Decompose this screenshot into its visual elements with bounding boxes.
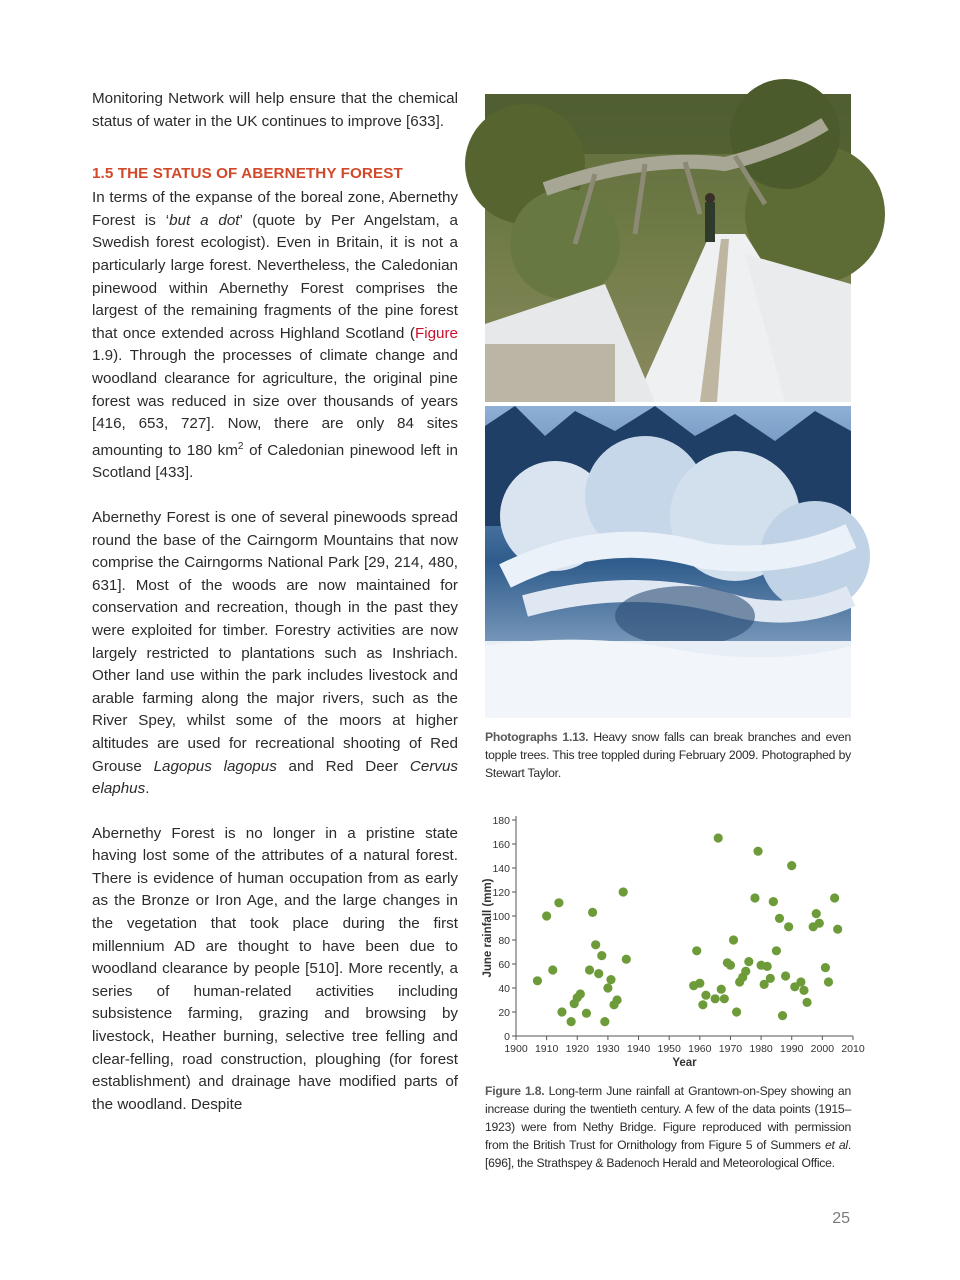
data-point [812,909,821,918]
data-point [732,1007,741,1016]
data-point [698,1000,707,1009]
text-run: 1.9). Through the processes of climate change and woodland clearance for agriculture, the original pine forest was reduced in size over thousands of years [416, 653, 727]. Now, there are only 84 sites amounting to 180 km [92,347,458,459]
data-point [799,986,808,995]
data-point [567,1017,576,1026]
x-axis-label: Year [672,1057,697,1069]
paragraph-text: Abernethy Forest is no longer in a pristine state having lost some of the attributes of a natural forest. There is evidence of human occupation from as early as the Bronze or Iron Age, and the large changes in the vegetation that took place during the first millennium AD are thought to have been due to woodland clearance by people [510]. More recently, a series of human-related activities including subsistence farming, grazing and browsing by livestock, Heather burning, selective tree felling and clear-felling, road construction, ploughing (for forest establishment) and drainage have modified parts of the woodland. Despite [92,824,458,1113]
page-number: 25 [832,1210,850,1227]
paragraph-monitoring [92,88,458,133]
text-run: Abernethy Forest is one of several pinewoods spread round the base of the Cairngorm Mountains that now comprise the Cairngorms National Park [29, 214, 480, 631]. Most of the woods are now maintained for conservation and recreation, though in the past they were exploited for timber. Forestry activities are now largely restricted to plantations such as Inshriach. Other land use within the park includes livestock and arable farming along the major rivers, such as the River Spey, whilst some of the moors at higher altitudes are used for recreational shooting of Red Grouse [92,508,458,775]
paragraph-pristine [92,823,458,1117]
data-point [824,977,833,986]
y-axis-label: June rainfall (mm) [482,878,494,978]
x-tick-label: 1920 [565,1043,589,1055]
text-run: of Caledonian pinewood left in Scotland [433]. [92,441,458,482]
data-point [542,911,551,920]
data-point [619,887,628,896]
y-tick-label: 160 [492,839,510,851]
y-tick-label: 40 [498,983,510,995]
data-point [775,914,784,923]
data-point [766,974,775,983]
paragraph-text: Monitoring Network will help ensure that the chemical status of water in the UK continues to improve [633]. [92,90,458,130]
photo-fallen-tree-road [485,94,851,402]
x-tick-label: 1980 [749,1043,773,1055]
data-point [594,969,603,978]
data-point [701,991,710,1000]
caption-text: . [696], the Strathspey & Badenoch Herald and Meteorological Office. [485,1138,851,1170]
caption-text: Heavy snow falls can break branches and even topple trees. This tree toppled during February 2009. Photographed by Stewart Taylor. [485,730,851,780]
data-point [750,893,759,902]
data-point [557,1007,566,1016]
data-point [597,951,606,960]
data-point [769,897,778,906]
quote-italic: but a dot [169,211,240,229]
x-tick-label: 1940 [626,1043,651,1055]
data-point [802,998,811,1007]
data-point [781,971,790,980]
text-run: . [145,780,150,798]
species-name: Lagopus lagopus [153,757,277,775]
data-point [591,940,600,949]
data-point [729,935,738,944]
data-point [778,1011,787,1020]
figure-caption [485,1082,851,1172]
x-tick-label: 1960 [688,1043,712,1055]
data-point [744,957,753,966]
data-point [695,979,704,988]
y-tick-label: 0 [504,1031,510,1043]
text-run: and Red Deer [276,757,410,775]
caption-text: Long-term June rainfall at Grantown-on-Spey showing an increase during the twentieth century. A few of the data points (1915–1923) were from Nethy Bridge. Figure reproduced with permission from the British Trust for Ornithology from Figure 5 of Summers [485,1084,851,1152]
data-point [796,977,805,986]
x-tick-label: 1900 [504,1043,528,1055]
species-name: Cervus elaphus [92,757,459,798]
data-point [784,922,793,931]
caption-italic: et al [824,1138,848,1152]
data-point [600,1017,609,1026]
x-tick-label: 1910 [534,1043,559,1055]
superscript: 2 [237,440,244,452]
y-tick-label: 80 [498,935,510,947]
section-heading: 1.5 THE STATUS OF ABERNETHY FOREST [92,165,403,183]
photo-caption [485,728,851,782]
data-point [606,975,615,984]
figure-link[interactable]: Figure [414,324,458,342]
data-point [787,861,796,870]
x-tick-label: 1990 [780,1043,804,1055]
data-point [585,965,594,974]
y-tick-label: 120 [492,887,510,899]
data-point [613,995,622,1004]
x-tick-label: 1950 [657,1043,681,1055]
x-tick-label: 2010 [841,1043,865,1055]
data-point [833,925,842,934]
data-point [741,967,750,976]
data-point [622,955,631,964]
data-point [582,1009,591,1018]
y-tick-label: 20 [498,1007,510,1019]
rainfall-scatter-chart [477,808,865,1078]
x-tick-label: 1970 [718,1043,743,1055]
caption-label: Photographs 1.13. [485,730,589,744]
data-point [548,965,557,974]
paragraph-pinewoods [92,507,458,801]
x-tick-label: 2000 [810,1043,835,1055]
chart-svg [477,808,865,1078]
data-point [753,847,762,856]
data-point [772,946,781,955]
y-tick-label: 140 [492,863,510,875]
figure-column [485,94,851,782]
data-point [711,994,720,1003]
data-point [830,893,839,902]
photo-snow-covered-tree [485,406,851,718]
paragraph-status [92,187,458,485]
data-point [588,908,597,917]
data-point [815,919,824,928]
y-tick-label: 60 [498,959,510,971]
data-point [720,994,729,1003]
y-tick-label: 100 [492,911,510,923]
data-point [554,898,563,907]
data-point [603,983,612,992]
main-text-column [92,88,458,1138]
caption-label: Figure 1.8. [485,1084,545,1098]
y-tick-label: 180 [492,815,510,827]
data-point [714,833,723,842]
data-point [533,976,542,985]
text-run: ’ (quote by Per Angelstam, a Swedish forest ecologist). Even in Britain, it is not a particularly large forest. Nevertheless, the Caledonian pinewood within Abernethy Forest comprises the largest of the remaining fragments of the pine forest that once extended across Highland Scotland ( [92,211,458,342]
x-tick-label: 1930 [596,1043,620,1055]
data-point [692,946,701,955]
data-point [821,963,830,972]
data-point [576,989,585,998]
data-point [717,985,726,994]
data-point [726,961,735,970]
text-run: In terms of the expanse of the boreal zone, Abernethy Forest is ‘ [92,189,458,229]
data-point [763,962,772,971]
